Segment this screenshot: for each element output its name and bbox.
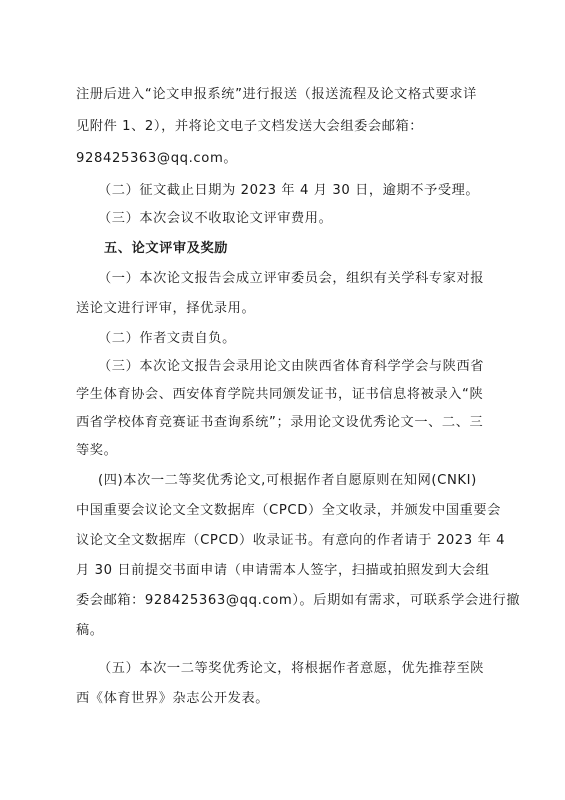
- section-heading: 五、论文评审及奖励: [104, 241, 229, 256]
- paragraph-line: （二）作者文责自负。: [98, 331, 236, 346]
- paragraph-line: （三）本次会议不收取论文评审费用。: [98, 211, 333, 226]
- paragraph-line: 见附件 1、2），并将论文电子文档发送大会组委会邮箱：: [76, 119, 424, 134]
- paragraph-line: （五）本次一二等奖优秀论文，将根据作者意愿，优先推荐至陕: [98, 661, 485, 676]
- paragraph-line: 稿。: [76, 623, 104, 638]
- paragraph-line: 议论文全文数据库（CPCD）收录证书。有意向的作者请于 2023 年 4: [76, 533, 506, 548]
- paragraph-line: 西省学校体育竞赛证书查询系统”；录用论文设优秀论文一、二、三: [76, 415, 484, 430]
- paragraph-line: 928425363@qq.com。: [76, 151, 238, 166]
- paragraph-line: （一）本次论文报告会成立评审委员会，组织有关学科专家对报: [98, 271, 485, 286]
- paragraph-line: （三）本次论文报告会录用论文由陕西省体育科学学会与陕西省: [98, 359, 485, 374]
- paragraph-line: 学生体育协会、西安体育学院共同颁发证书，证书信息将被录入“陕: [76, 387, 484, 402]
- paragraph-line: 委会邮箱：928425363@qq.com）。后期如有需求，可联系学会进行撤: [76, 593, 521, 608]
- paragraph-line: 西《体育世界》杂志公开发表。: [76, 691, 270, 706]
- paragraph-line: 注册后进入“论文申报系统”进行报送（报送流程及论文格式要求详: [76, 87, 477, 102]
- paragraph-line: 中国重要会议论文全文数据库（CPCD）全文收录，并颁发中国重要会: [76, 503, 501, 518]
- paragraph-line: （二）征文截止日期为 2023 年 4 月 30 日，逾期不予受理。: [98, 183, 480, 198]
- paragraph-line: 等奖。: [76, 443, 118, 458]
- paragraph-line: (四)本次一二等奖优秀论文,可根据作者自愿原则在知网(CNKI): [98, 473, 477, 488]
- paragraph-line: 月 30 日前提交书面申请（申请需本人签字，扫描或拍照发到大会组: [76, 563, 490, 578]
- paragraph-line: 送论文进行评审，择优录用。: [76, 301, 256, 316]
